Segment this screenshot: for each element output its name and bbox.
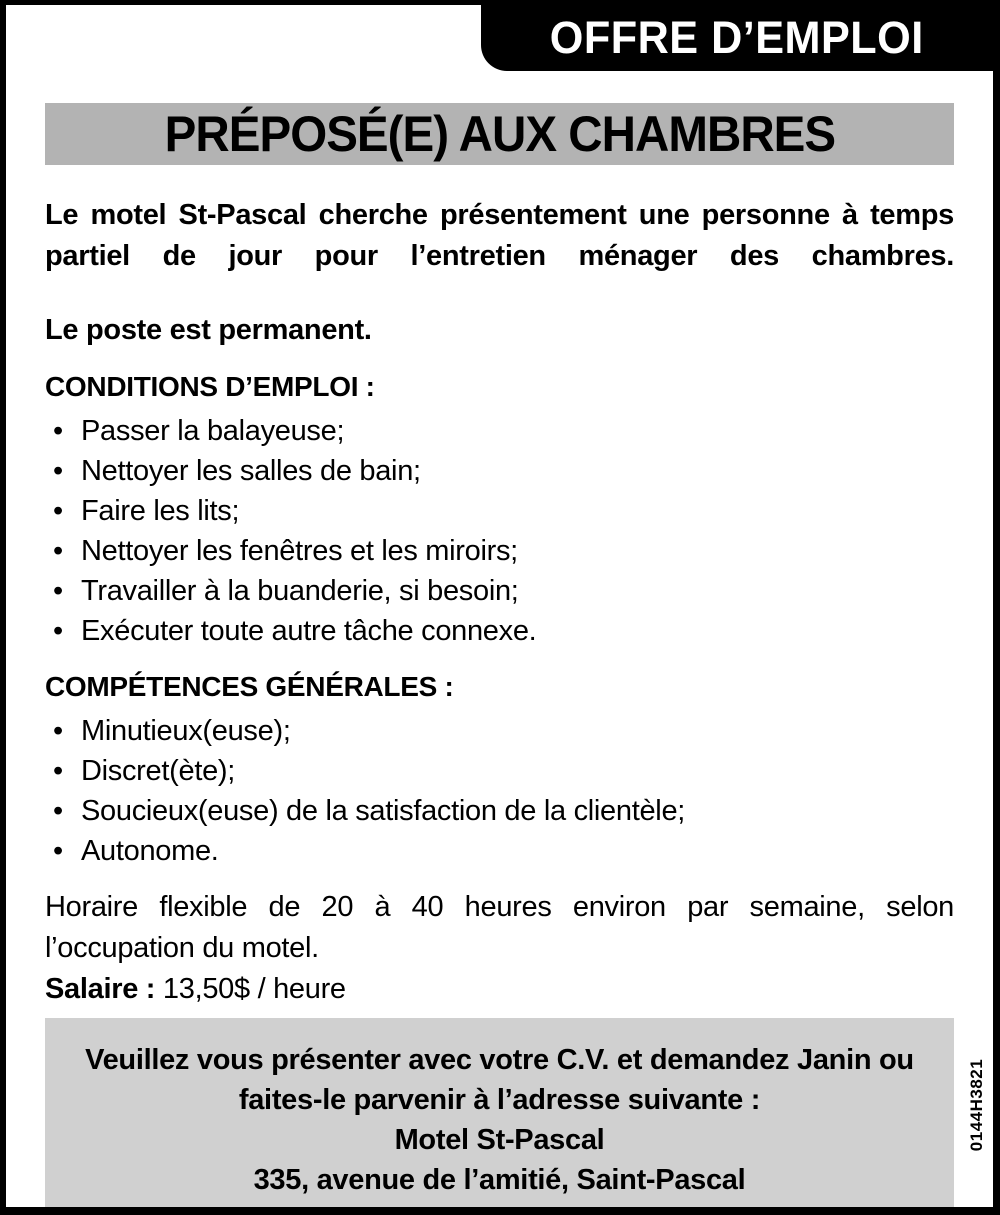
contact-motel-name: Motel St-Pascal [394,1124,605,1156]
list-item [45,751,954,791]
section-heading-competences: COMPÉTENCES GÉNÉRALES : [45,671,454,702]
salary-value: 13,50$ / heure [162,973,346,1005]
list-item [45,531,954,571]
list-item-text: Nettoyer les fenêtres et les miroirs; [81,535,518,567]
ad-reference-code [963,1015,991,1195]
bullet-icon: • [53,535,63,567]
contact-line: faites-le parvenir à l’adresse suivante : [238,1084,761,1116]
bullet-icon: • [53,795,63,827]
list-item [45,711,954,751]
list-item-text: Exécuter toute autre tâche connexe. [81,615,537,647]
contact-line: Veuillez vous présenter avec votre C.V. et demandez Janin ou [85,1044,914,1076]
bullet-icon: • [53,495,63,527]
bullet-icon: • [53,615,63,647]
bullet-icon: • [53,455,63,487]
job-title-banner [45,103,954,165]
list-item-text: Faire les lits; [81,495,240,527]
list-item [45,571,954,611]
list-item [45,411,954,451]
competences-list [45,711,954,871]
bullet-icon: • [53,715,63,747]
section-heading-conditions: CONDITIONS D’EMPLOI : [45,371,375,402]
bullet-icon: • [53,755,63,787]
ad-reference-code-text: 0144H3821 [967,1058,987,1152]
bullet-icon: • [53,575,63,607]
list-item [45,791,954,831]
salary-label: Salaire : [45,973,156,1005]
offer-header-banner [481,5,993,71]
job-title: PRÉPOSÉ(E) AUX CHAMBRES [164,106,835,162]
list-item-text: Minutieux(euse); [81,715,291,747]
list-item-text: Passer la balayeuse; [81,415,345,447]
list-item-text: Discret(ète); [81,755,236,787]
contact-address: 335, avenue de l’amitié, Saint-Pascal [253,1164,746,1196]
bullet-icon: • [53,415,63,447]
list-item [45,451,954,491]
intro-paragraph: Le motel St-Pascal cherche présentement une personne à temps partiel de jour pour l’entretien ménager des chambres. [45,199,954,272]
bullet-icon: • [53,835,63,867]
conditions-list [45,411,954,651]
list-item [45,611,954,651]
list-item-text: Autonome. [81,835,219,867]
list-item [45,831,954,871]
ad-content [6,103,993,1208]
list-item [45,491,954,531]
contact-box [45,1018,954,1208]
schedule-paragraph: Horaire flexible de 20 à 40 heures environ par semaine, selon l’occupation du motel. [45,891,954,964]
list-item-text: Nettoyer les salles de bain; [81,455,421,487]
list-item-text: Soucieux(euse) de la satisfaction de la clientèle; [81,795,686,827]
salary-line [45,969,954,1010]
offer-header-label: OFFRE D’EMPLOI [550,12,924,63]
list-item-text: Travailler à la buanderie, si besoin; [81,575,519,607]
permanent-note: Le poste est permanent. [45,314,372,346]
